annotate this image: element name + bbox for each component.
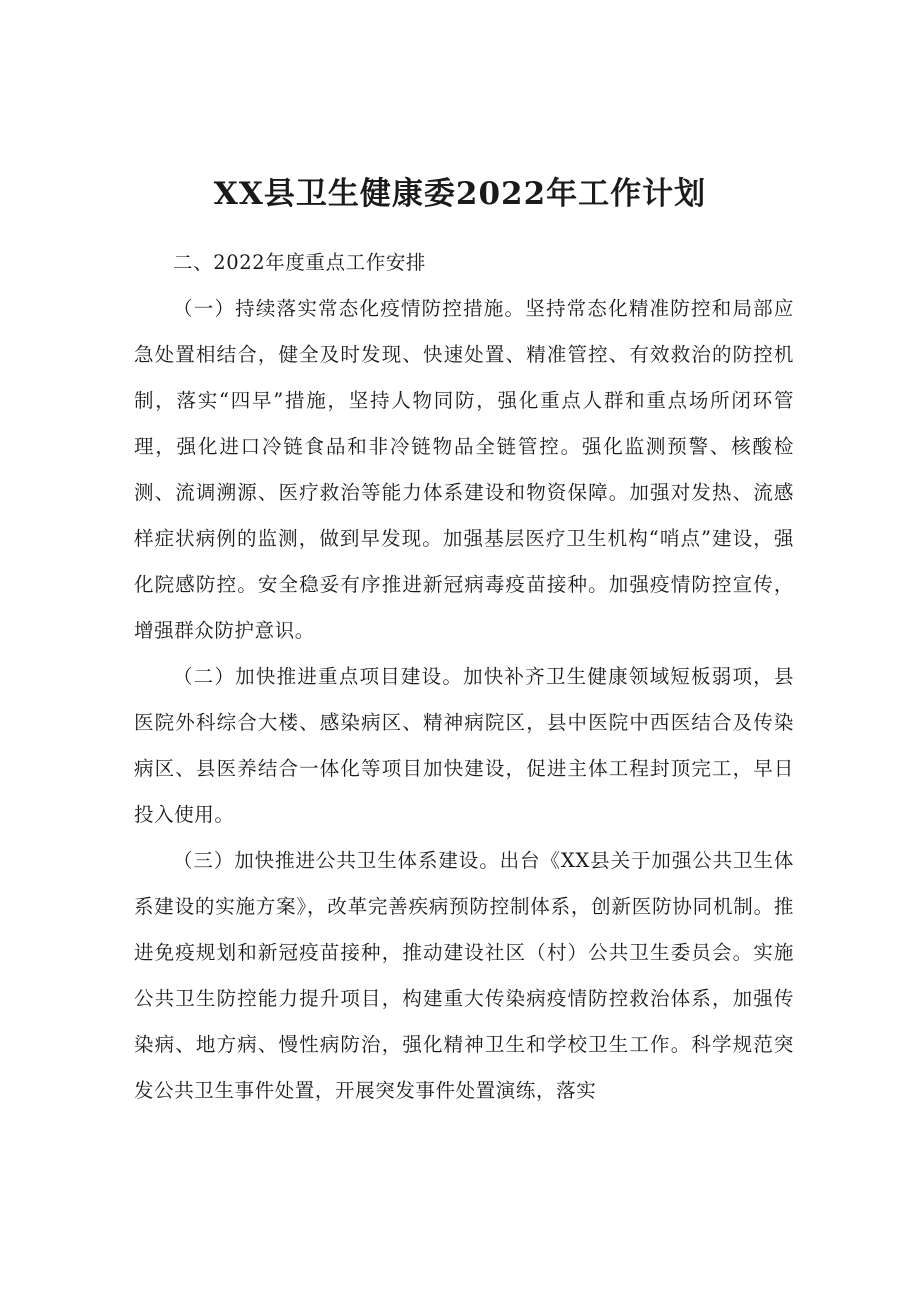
paragraph-epidemic-control: （一）持续落实常态化疫情防控措施。坚持常态化精准防控和局部应急处置相结合，健全及时发现、快速处置、精准管控、有效救治的防控机制，落实“四早”措施，坚持人物同防，强化重点人群和重点场所闭环管理，强化进口冷链食品和非冷链物品全链管控。强化监测预警、核酸检测、流调溯源、医疗救治等能力体系建设和物资保障。加强对发热、流感样症状病例的监测，做到早发现。加强基层医疗卫生机构“哨点”建设，强化院感防控。安全稳妥有序推进新冠病毒疫苗接种。加强疫情防控宣传，增强群众防护意识。 bbox=[134, 297, 794, 642]
document-title: XX县卫生健康委2022年工作计划 bbox=[213, 176, 707, 212]
section-heading: 二、2022年度重点工作安排 bbox=[173, 251, 427, 274]
paragraph-key-projects: （二）加快推进重点项目建设。加快补齐卫生健康领域短板弱项，县医院外科综合大楼、感染病区、精神病院区，县中医院中西医结合及传染病区、县医养结合一体化等项目加快建设，促进主体工程封顶完工，早日投入使用。 bbox=[134, 665, 794, 826]
document-body bbox=[134, 240, 794, 1114]
paragraph-public-health-system: （三）加快推进公共卫生体系建设。出台《XX县关于加强公共卫生体系建设的实施方案》，改革完善疾病预防控制体系，创新医防协同机制。推进免疫规划和新冠疫苗接种，推动建设社区（村）公共卫生委员会。实施公共卫生防控能力提升项目，构建重大传染病疫情防控救治体系，加强传染病、地方病、慢性病防治，强化精神卫生和学校卫生工作。科学规范突发公共卫生事件处置，开展突发事件处置演练，落实 bbox=[134, 849, 794, 1102]
